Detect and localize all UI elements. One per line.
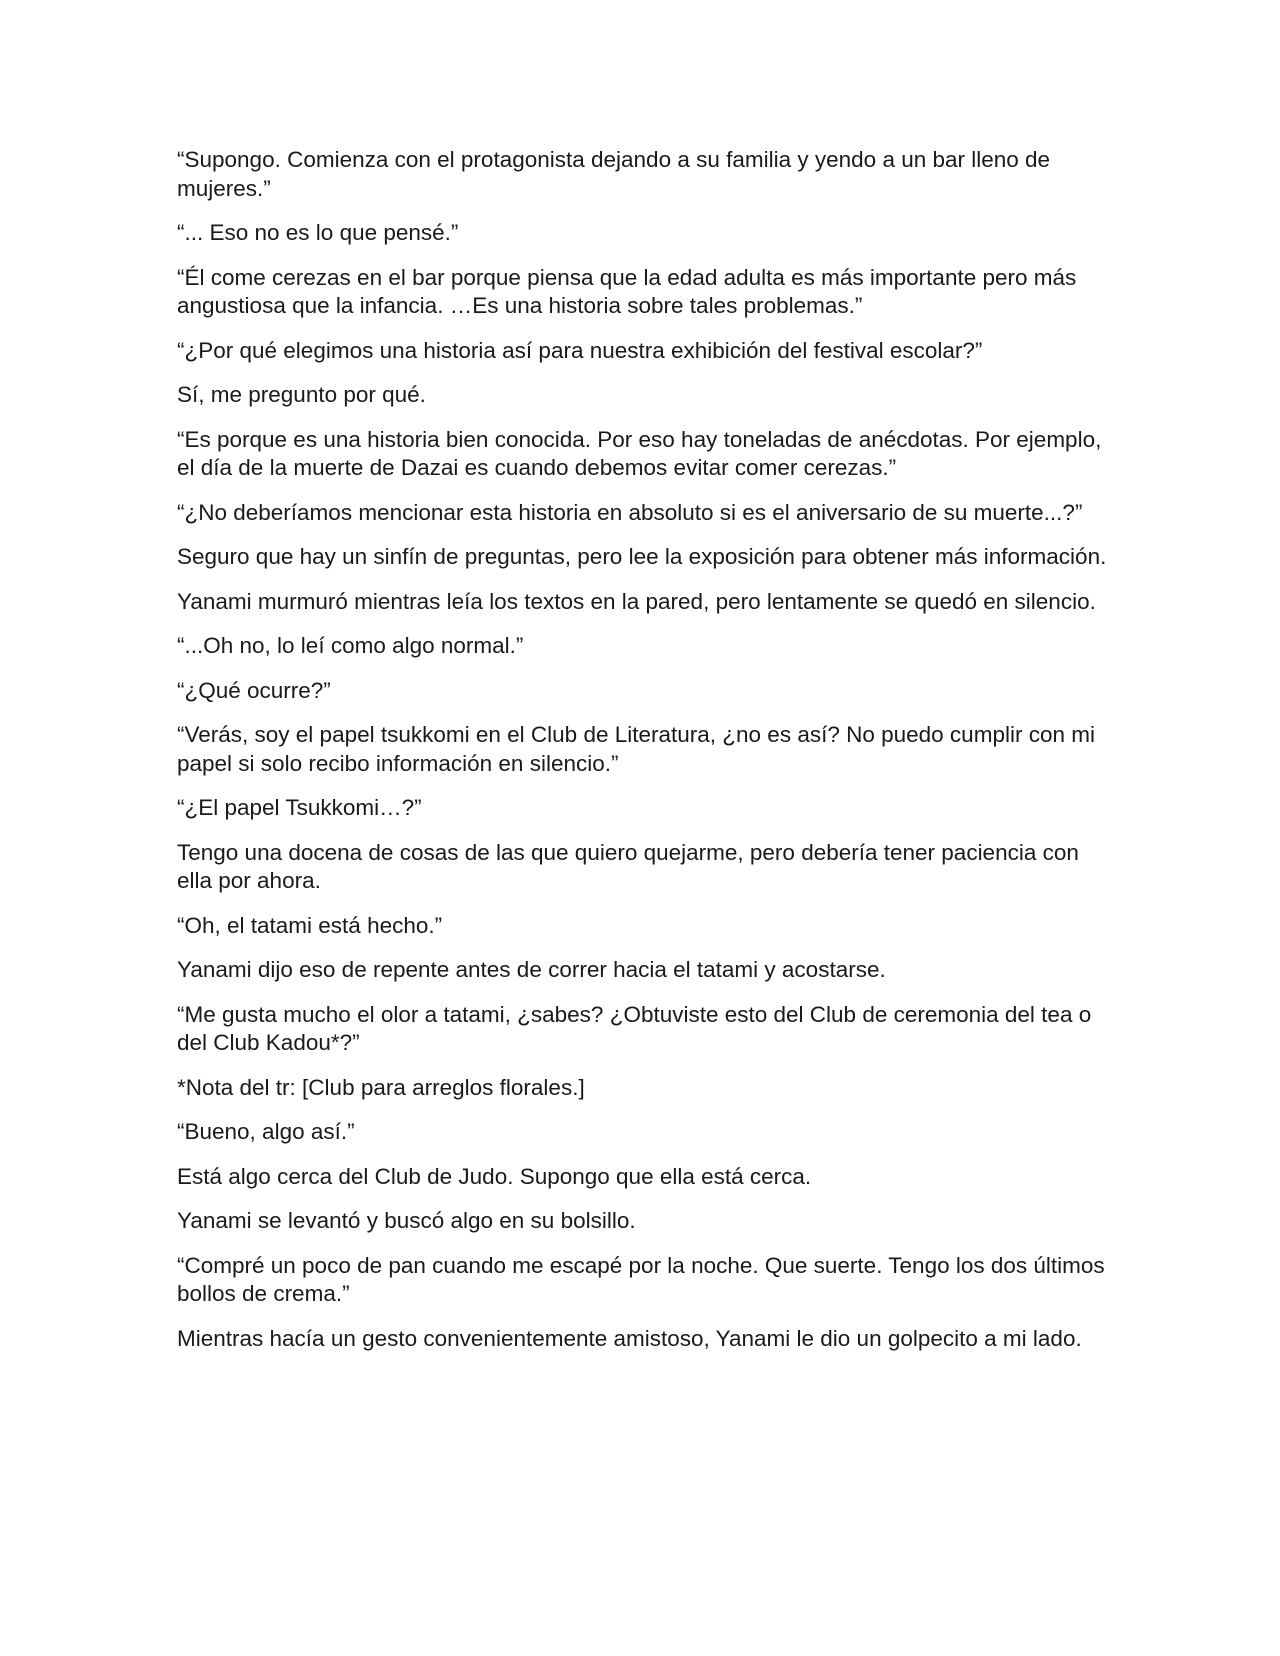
- paragraph: Yanami dijo eso de repente antes de correr hacia el tatami y acostarse.: [177, 957, 886, 982]
- paragraph: Mientras hacía un gesto convenientemente amistoso, Yanami le dio un golpecito a mi lado.: [177, 1325, 1082, 1351]
- paragraph: Seguro que hay un sinfín de preguntas, pero lee la exposición para obtener más información.: [177, 544, 1107, 569]
- paragraph: Está algo cerca del Club de Judo. Supongo que ella está cerca.: [177, 1163, 812, 1189]
- paragraph: “¿Qué ocurre?”: [177, 677, 331, 703]
- paragraph: “Me gusta mucho el olor a tatami, ¿sabes? ¿Obtuviste esto del Club de ceremonia del tea o del Club Kadou*?”: [177, 1001, 1092, 1055]
- paragraph: “Oh, el tatami está hecho.”: [177, 912, 443, 938]
- paragraph: Sí, me pregunto por qué.: [177, 382, 426, 407]
- paragraph: “Verás, soy el papel tsukkomi en el Club de Literatura, ¿no es así? No puedo cumplir con mi papel si solo recibo información en silencio.”: [177, 722, 1095, 776]
- paragraph: “Bueno, algo así.”: [177, 1119, 355, 1144]
- translator-note: *Nota del tr: [Club para arreglos florales.]: [177, 1074, 585, 1100]
- paragraph: “¿No deberíamos mencionar esta historia en absoluto si es el aniversario de su muerte...?”: [177, 499, 1083, 525]
- body-text: [177, 146, 1107, 1369]
- paragraph: “...Oh no, lo leí como algo normal.”: [177, 633, 524, 658]
- paragraph: “Es porque es una historia bien conocida. Por eso hay toneladas de anécdotas. Por ejemplo, el día de la muerte de Dazai es cuando debemos evitar comer cerezas.”: [177, 426, 1102, 480]
- paragraph: “¿Por qué elegimos una historia así para nuestra exhibición del festival escolar?”: [177, 337, 983, 363]
- paragraph: Yanami murmuró mientras leía los textos en la pared, pero lentamente se quedó en silencio.: [177, 588, 1096, 614]
- paragraph: “... Eso no es lo que pensé.”: [177, 220, 459, 245]
- paragraph: “Supongo. Comienza con el protagonista dejando a su familia y yendo a un bar lleno de mujeres.”: [177, 147, 1051, 201]
- paragraph: “¿El papel Tsukkomi…?”: [177, 795, 422, 820]
- paragraph: “Él come cerezas en el bar porque piensa que la edad adulta es más importante pero más angustiosa que la infancia. …Es una historia sobre tales problemas.”: [177, 264, 1077, 318]
- paragraph: “Compré un poco de pan cuando me escapé por la noche. Que suerte. Tengo los dos últimos bollos de crema.”: [177, 1252, 1105, 1306]
- paragraph: Yanami se levantó y buscó algo en su bolsillo.: [177, 1208, 636, 1233]
- paragraph: Tengo una docena de cosas de las que quiero quejarme, pero debería tener paciencia con ella por ahora.: [177, 839, 1079, 893]
